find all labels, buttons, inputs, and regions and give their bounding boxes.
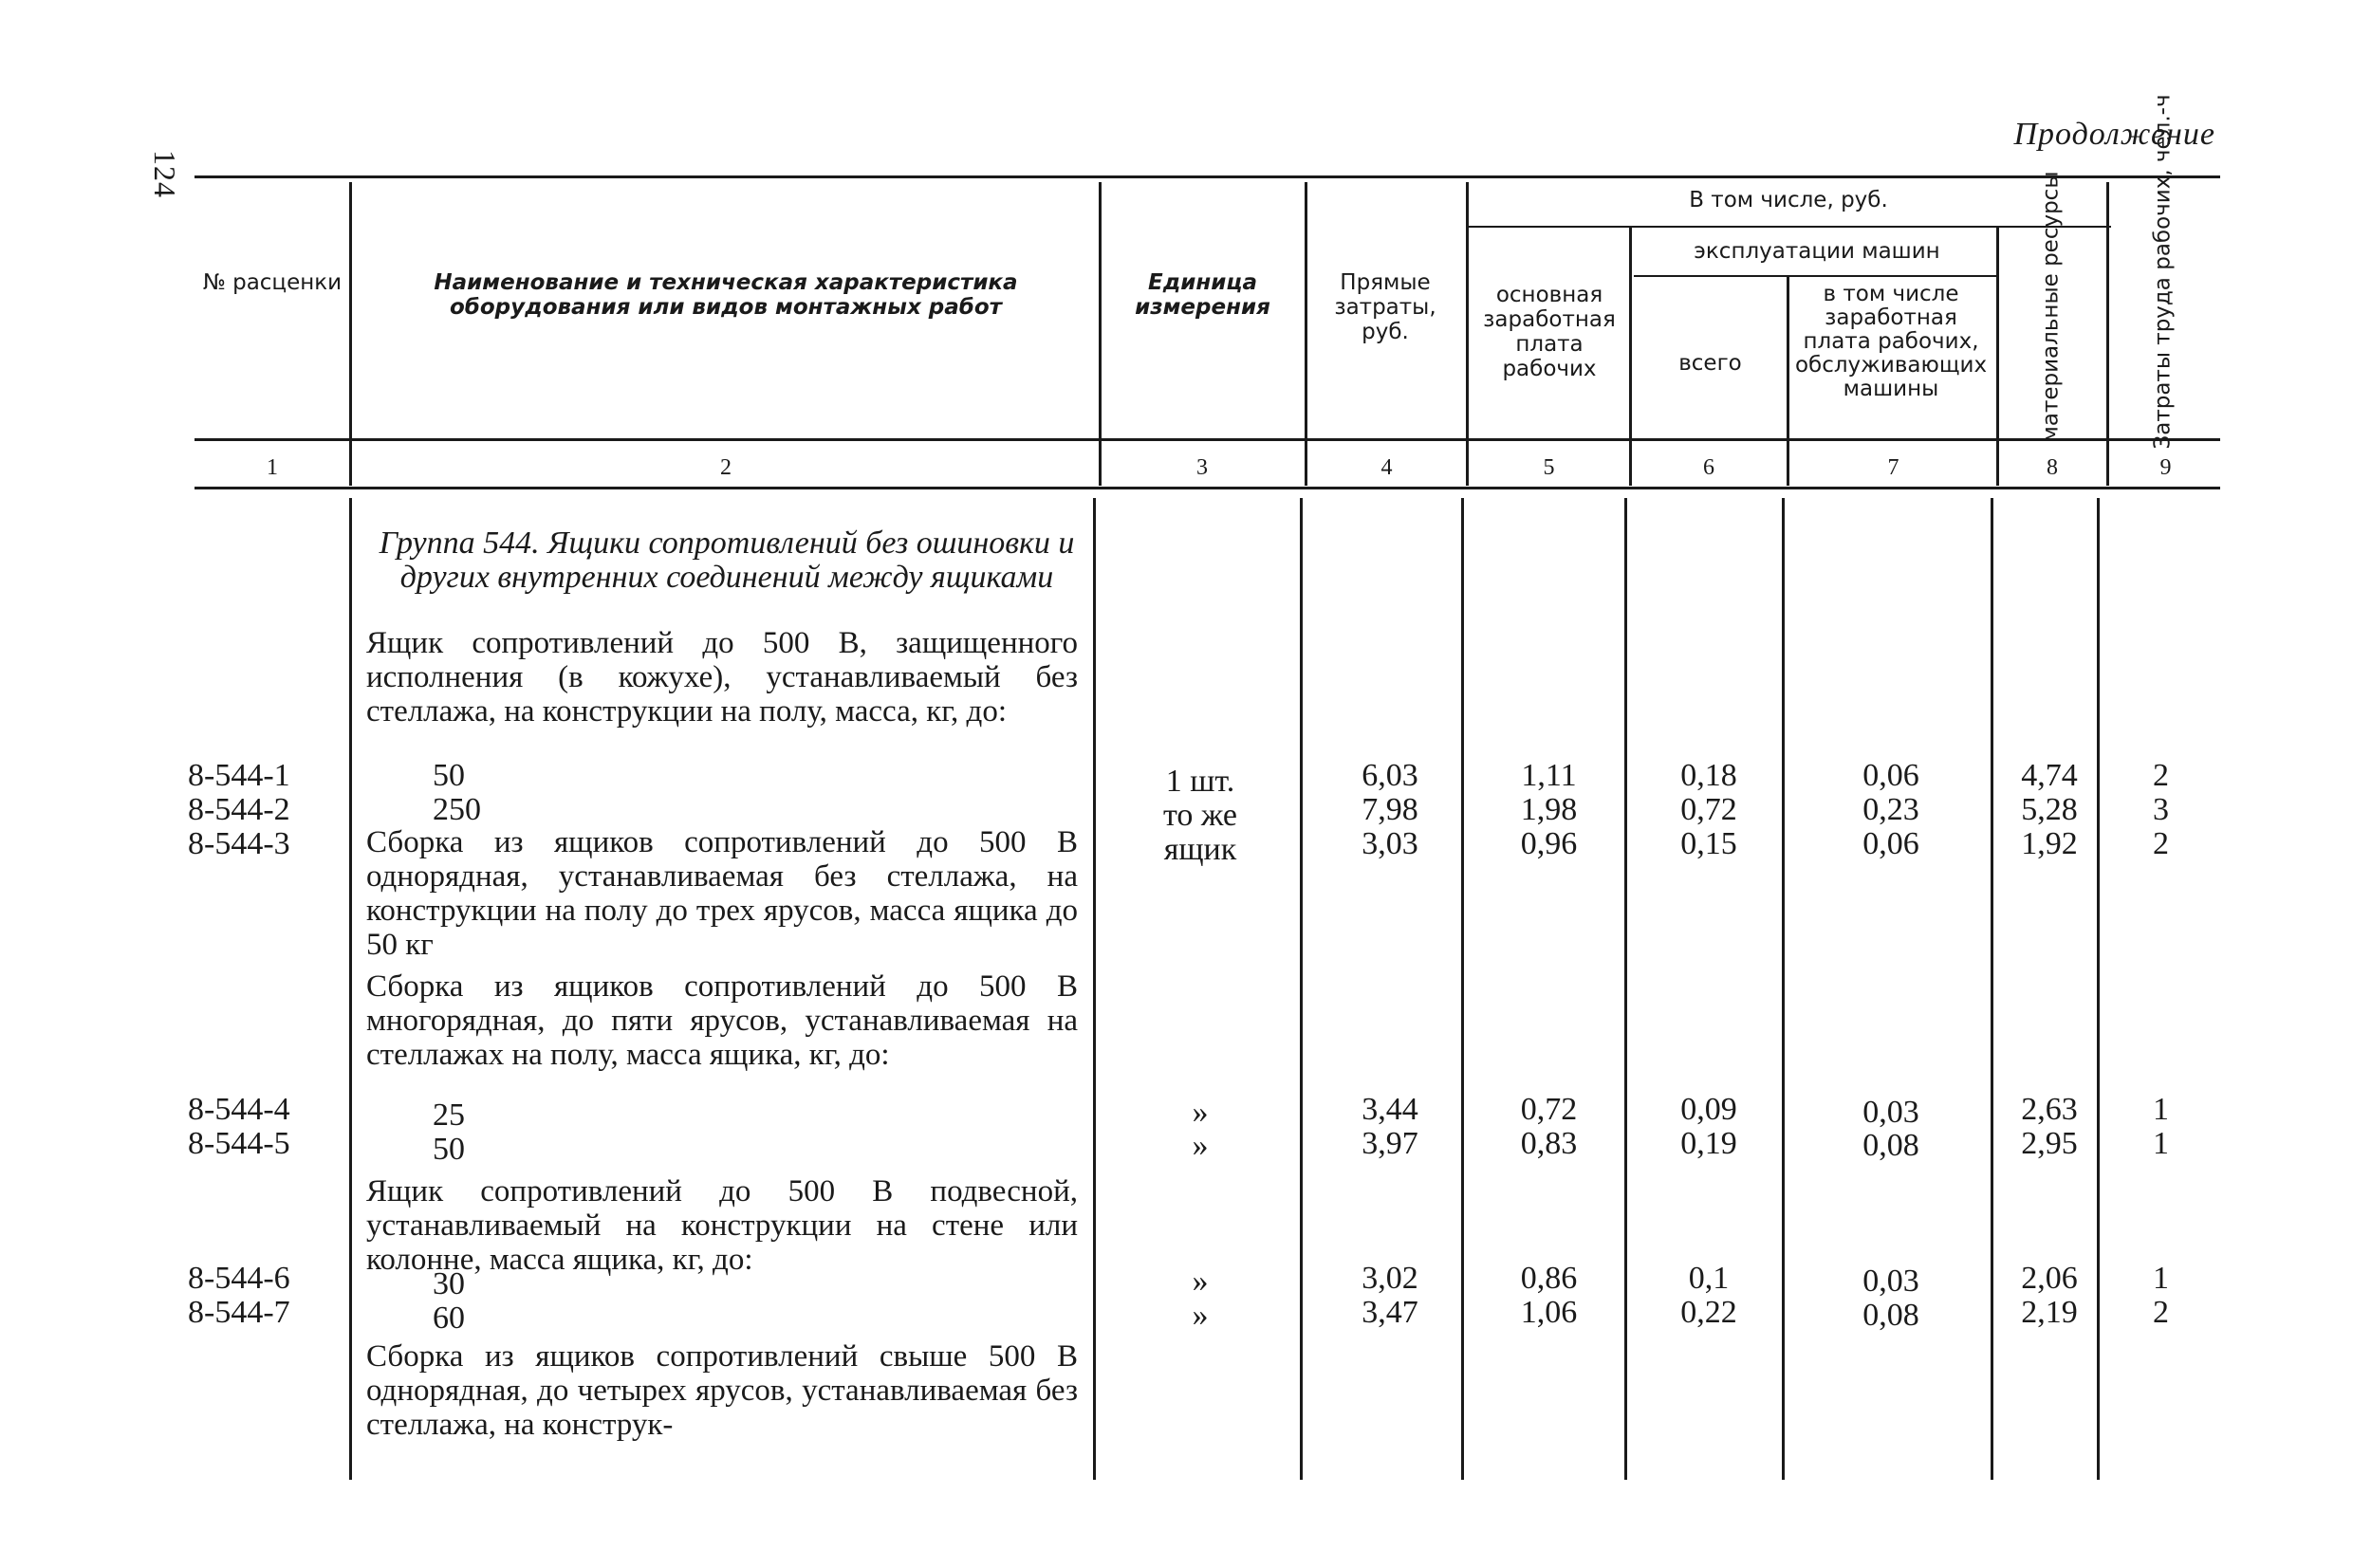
rate-code: 8-544-5 <box>188 1126 290 1161</box>
machines-wage-cell: 0,08 <box>1862 1298 1919 1333</box>
labor-cell: 2 <box>2153 826 2169 861</box>
header-bottom-rule <box>195 438 2220 441</box>
body-divider-5 <box>1624 498 1627 1480</box>
rate-code: 8-544-6 <box>188 1261 290 1296</box>
unit-cell: 1 шт. <box>1165 764 1235 799</box>
continuation-label: Продолжение <box>2013 117 2215 152</box>
unit-cell: » <box>1192 1128 1209 1163</box>
body-divider-2 <box>1093 498 1096 1480</box>
colnum-2: 2 <box>720 455 732 480</box>
header-labor: Затраты труда рабочих, чел.-ч <box>2150 94 2176 450</box>
labor-cell: 1 <box>2153 1261 2169 1296</box>
machines-total-cell: 0,22 <box>1680 1295 1737 1330</box>
direct-cost-cell: 3,97 <box>1362 1126 1418 1161</box>
labor-cell: 3 <box>2153 792 2169 827</box>
labor-cell: 1 <box>2153 1126 2169 1161</box>
rate-code: 8-544-3 <box>188 826 290 861</box>
colnum-6: 6 <box>1703 455 1714 480</box>
col-divider-3 <box>1305 182 1307 486</box>
materials-cell: 2,63 <box>2021 1092 2078 1127</box>
labor-cell: 1 <box>2153 1092 2169 1127</box>
section-desc-5: Сборка из ящиков сопротивлений свыше 500 В однорядная, до четырех ярусов, устанавливаемая без стеллажа, на конструк- <box>366 1339 1078 1442</box>
machines-total-cell: 0,15 <box>1680 826 1737 861</box>
rate-code: 8-544-2 <box>188 792 290 827</box>
machines-wage-cell: 0,03 <box>1862 1264 1919 1299</box>
machines-rule <box>1634 275 1999 277</box>
table-top-rule <box>195 175 2220 178</box>
section-desc-2: Сборка из ящиков сопротивлений до 500 В однорядная, устанавливаемая без стеллажа, на конструкции на полу до трех ярусов, масса ящика до 50 кг <box>366 825 1078 962</box>
header-machines-wage: в том числе заработная плата рабочих, обслуживающих машины <box>1794 282 1988 401</box>
body-divider-7 <box>1991 498 1993 1480</box>
rate-code: 8-544-7 <box>188 1295 290 1330</box>
body-divider-8 <box>2097 498 2100 1480</box>
materials-cell: 1,92 <box>2021 826 2078 861</box>
unit-cell: » <box>1192 1095 1209 1130</box>
header-unit: Единица измерения <box>1135 270 1270 320</box>
direct-cost-cell: 6,03 <box>1362 758 1418 793</box>
col-divider-5 <box>1629 228 1632 486</box>
machines-total-cell: 0,09 <box>1680 1092 1737 1127</box>
col-divider-4 <box>1466 182 1469 486</box>
wage-cell: 0,83 <box>1520 1126 1578 1161</box>
header-base-wage: основная заработная плата рабочих <box>1483 283 1616 381</box>
page-number: 124 <box>148 150 182 198</box>
colnum-7: 7 <box>1887 455 1899 480</box>
unit-cell: » <box>1192 1264 1209 1299</box>
header-direct-costs: Прямые затраты, руб. <box>1334 270 1436 344</box>
direct-cost-cell: 3,03 <box>1362 826 1418 861</box>
materials-cell: 5,28 <box>2021 792 2078 827</box>
mass-value: 30 <box>433 1266 465 1301</box>
wage-cell: 0,86 <box>1520 1261 1578 1296</box>
body-divider-6 <box>1782 498 1785 1480</box>
wage-cell: 1,06 <box>1520 1295 1578 1330</box>
colnum-1: 1 <box>267 455 278 480</box>
machines-total-cell: 0,18 <box>1680 758 1737 793</box>
col-divider-6 <box>1787 277 1789 486</box>
unit-cell: » <box>1192 1298 1209 1333</box>
wage-cell: 0,96 <box>1520 826 1578 861</box>
colnum-5: 5 <box>1543 455 1555 480</box>
direct-cost-cell: 7,98 <box>1362 792 1418 827</box>
body-divider-3 <box>1300 498 1303 1480</box>
section-desc-1: Ящик сопротивлений до 500 В, защищенного исполнения (в кожухе), устанавливаемый без стеллажа, на конструкции на полу, масса, кг, до: <box>366 626 1078 729</box>
rate-code: 8-544-1 <box>188 758 290 793</box>
labor-cell: 2 <box>2153 1295 2169 1330</box>
machines-wage-cell: 0,06 <box>1862 826 1919 861</box>
materials-cell: 4,74 <box>2021 758 2078 793</box>
section-desc-4: Ящик сопротивлений до 500 В подвесной, устанавливаемый на конструкции на стене или колонне, масса ящика, кг, до: <box>366 1174 1078 1277</box>
numbers-bottom-rule <box>195 487 2220 489</box>
header-rate-number: № расценки <box>202 270 343 295</box>
rate-code: 8-544-4 <box>188 1092 290 1127</box>
labor-cell: 2 <box>2153 758 2169 793</box>
col-divider-7 <box>1996 228 1999 486</box>
group-title: Группа 544. Ящики сопротивлений без ошиновки и других внутренних соединений между ящиками <box>379 526 1075 595</box>
header-machines: эксплуатации машин <box>1694 239 1940 264</box>
direct-cost-cell: 3,47 <box>1362 1295 1418 1330</box>
unit-cell: то же <box>1162 798 1238 833</box>
mass-value: 60 <box>433 1301 465 1336</box>
wage-cell: 0,72 <box>1520 1092 1578 1127</box>
unit-cell: ящик <box>1163 832 1237 867</box>
body-divider-4 <box>1461 498 1464 1480</box>
sub-header-rule <box>1466 226 2111 228</box>
materials-cell: 2,95 <box>2021 1126 2078 1161</box>
colnum-3: 3 <box>1196 455 1208 480</box>
machines-total-cell: 0,72 <box>1680 792 1737 827</box>
wage-cell: 1,11 <box>1521 758 1577 793</box>
colnum-8: 8 <box>2047 455 2058 480</box>
col-divider-2 <box>1099 182 1102 486</box>
header-materials: материальные ресурсы <box>2038 171 2064 443</box>
mass-value: 50 <box>433 1132 465 1167</box>
wage-cell: 1,98 <box>1520 792 1578 827</box>
mass-value: 25 <box>433 1098 465 1133</box>
col-divider-1 <box>349 182 352 486</box>
machines-total-cell: 0,19 <box>1680 1126 1737 1161</box>
machines-total-cell: 0,1 <box>1688 1261 1730 1296</box>
machines-wage-cell: 0,06 <box>1862 758 1919 793</box>
body-divider-1 <box>349 498 352 1480</box>
mass-value: 50 <box>433 758 465 793</box>
header-in-total: В том числе, руб. <box>1689 188 1888 212</box>
machines-wage-cell: 0,08 <box>1862 1128 1919 1163</box>
materials-cell: 2,06 <box>2021 1261 2078 1296</box>
machines-wage-cell: 0,23 <box>1862 792 1919 827</box>
header-name: Наименование и техническая характеристика оборудования или видов монтажных работ <box>434 270 1018 320</box>
col-divider-8 <box>2106 182 2109 486</box>
colnum-9: 9 <box>2159 455 2172 480</box>
mass-value: 250 <box>433 792 481 827</box>
machines-wage-cell: 0,03 <box>1862 1095 1919 1130</box>
direct-cost-cell: 3,02 <box>1362 1261 1418 1296</box>
header-machines-total: всего <box>1678 351 1742 376</box>
section-desc-3: Сборка из ящиков сопротивлений до 500 В многорядная, до пяти ярусов, устанавливаемая на стеллажах на полу, масса ящика, кг, до: <box>366 969 1078 1072</box>
colnum-4: 4 <box>1380 455 1393 480</box>
direct-cost-cell: 3,44 <box>1362 1092 1418 1127</box>
materials-cell: 2,19 <box>2021 1295 2078 1330</box>
